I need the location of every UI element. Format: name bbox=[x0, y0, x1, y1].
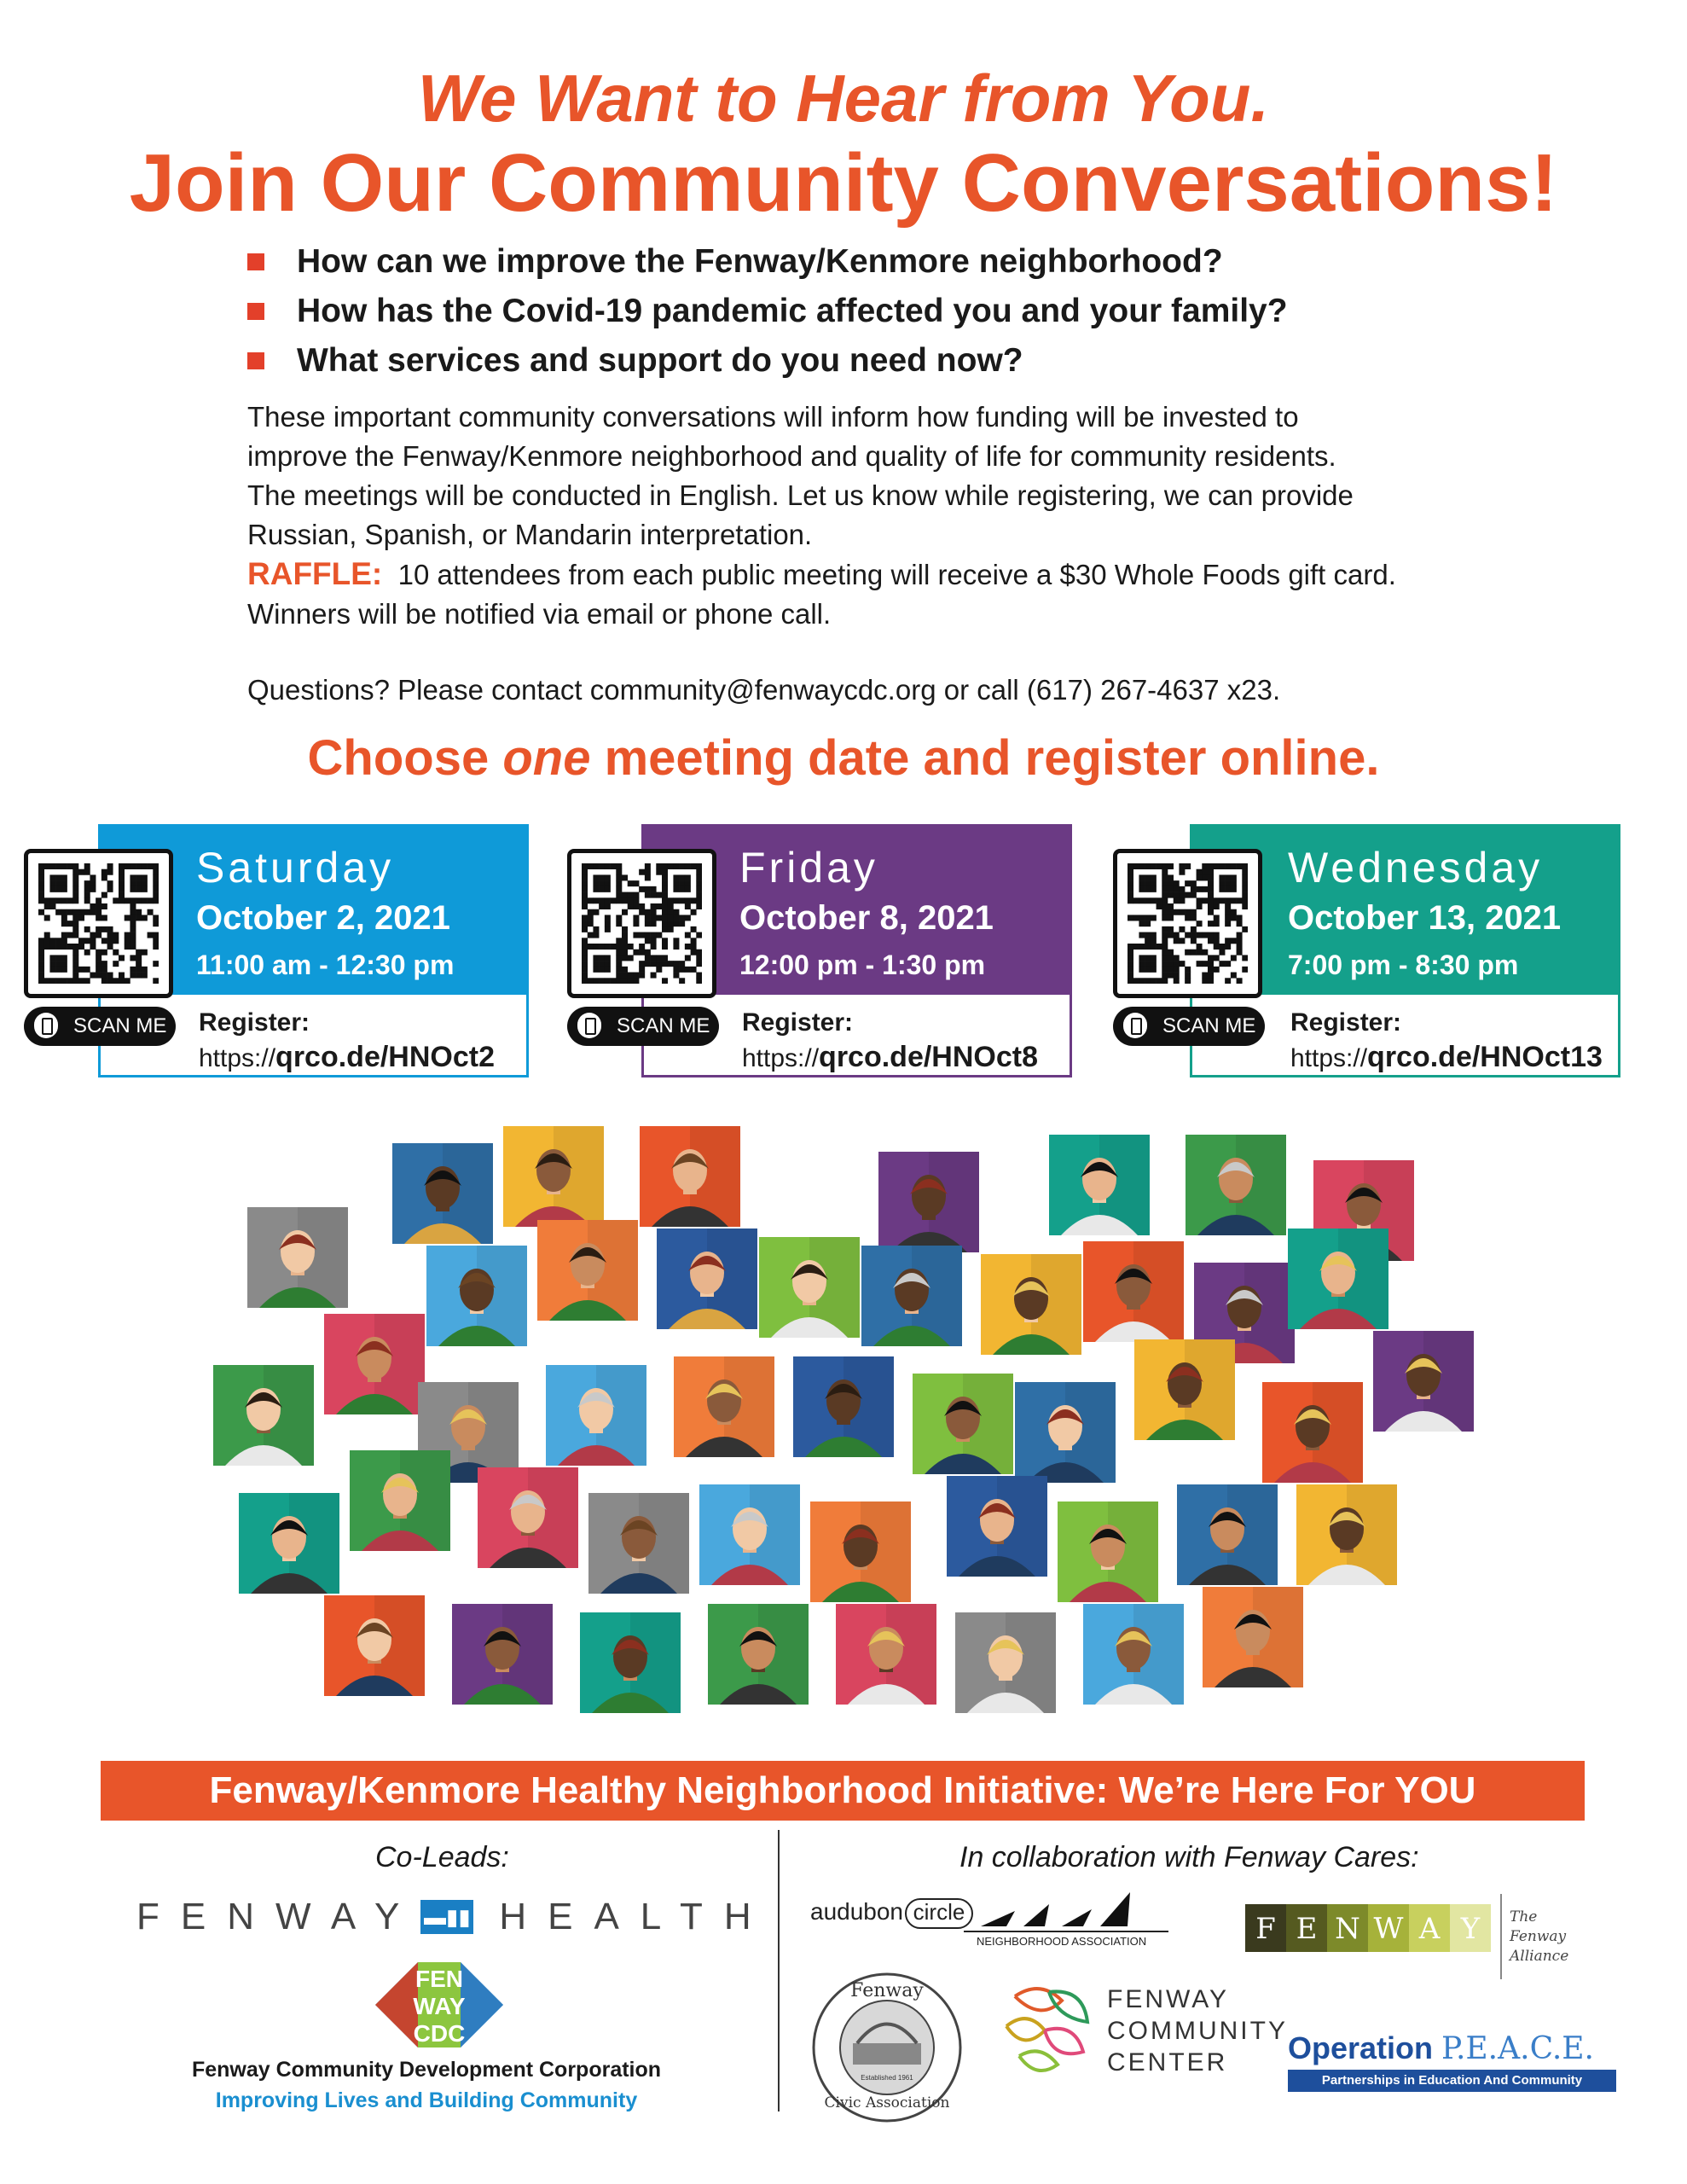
question-text: How can we improve the Fenway/Kenmore neighborhood? bbox=[297, 243, 1223, 280]
person-portrait-icon bbox=[239, 1493, 339, 1594]
person-portrait-icon bbox=[1058, 1502, 1158, 1602]
raffle-section bbox=[247, 555, 1493, 634]
meeting-day: Saturday bbox=[196, 844, 395, 892]
intro-line: These important community conversations will inform how funding will be invested to bbox=[247, 401, 1299, 433]
person-portrait-icon bbox=[1134, 1339, 1235, 1440]
cdc-logo-line: FEN bbox=[415, 1966, 463, 1992]
civic-top: Fenway bbox=[850, 1980, 924, 2001]
fenway-health-left: FENWAY bbox=[136, 1896, 421, 1937]
initiative-banner: Fenway/Kenmore Healthy Neighborhood Initiative: We’re Here For YOU bbox=[101, 1761, 1585, 1821]
fcc-line: FENWAY bbox=[1107, 1985, 1229, 2013]
contact-text: Questions? Please contact community@fenwaycdc.org or call (617) 267-4637 x23. bbox=[247, 674, 1281, 706]
person-portrait-icon bbox=[1373, 1331, 1474, 1432]
person-portrait-icon bbox=[955, 1612, 1056, 1713]
person-portrait-icon bbox=[324, 1595, 425, 1696]
choose-emphasis: one bbox=[502, 730, 591, 786]
alliance-letter: E bbox=[1296, 1912, 1318, 1946]
intro-paragraph bbox=[247, 398, 1493, 555]
cdc-logo-line: WAY bbox=[413, 1993, 466, 2019]
person-portrait-icon bbox=[1015, 1382, 1116, 1483]
alliance-letter: F bbox=[1255, 1912, 1276, 1946]
person-portrait-icon bbox=[947, 1476, 1047, 1577]
person-portrait-icon bbox=[674, 1356, 774, 1457]
meeting-time: 7:00 pm - 8:30 pm bbox=[1288, 950, 1519, 980]
coleads-label: Co-Leads: bbox=[375, 1841, 509, 1873]
fenway-alliance-logo bbox=[1245, 1890, 1586, 1984]
meeting-date: October 8, 2021 bbox=[739, 899, 994, 937]
person-portrait-icon bbox=[810, 1502, 911, 1602]
phone-icon bbox=[577, 1013, 601, 1038]
person-portrait-icon bbox=[836, 1604, 936, 1705]
meeting-day: Wednesday bbox=[1288, 844, 1544, 892]
civic-established: Established 1961 bbox=[861, 2074, 913, 2082]
fenway-cdc-logo bbox=[341, 1958, 537, 2052]
person-portrait-icon bbox=[708, 1604, 809, 1705]
collaboration-label: In collaboration with Fenway Cares: bbox=[959, 1841, 1419, 1873]
audubon-word: audubon bbox=[810, 1898, 904, 1925]
phone-icon bbox=[1123, 1013, 1147, 1038]
cdc-name: Fenway Community Development Corporation bbox=[191, 2058, 662, 2082]
meeting-date: October 2, 2021 bbox=[196, 899, 450, 937]
person-portrait-icon bbox=[1049, 1135, 1150, 1235]
meeting-day: Friday bbox=[739, 844, 878, 892]
footer-divider bbox=[778, 1830, 780, 2111]
audubon-sub: NEIGHBORHOOD ASSOCIATION bbox=[977, 1935, 1147, 1948]
peace-word: Operation bbox=[1288, 2030, 1434, 2065]
person-portrait-icon bbox=[213, 1365, 314, 1466]
civic-bottom: Civic Association bbox=[824, 2094, 950, 2111]
question-text: What services and support do you need now? bbox=[297, 342, 1023, 379]
birds-icon bbox=[981, 1892, 1130, 1926]
register-link[interactable]: https://qrco.de/HNOct13 bbox=[1290, 1041, 1603, 1073]
fenway-health-mark-icon: ▬▮▮ bbox=[420, 1900, 473, 1934]
raffle-text: 10 attendees from each public meeting will receive a $30 Whole Foods gift card. bbox=[397, 559, 1396, 590]
headline-tagline: We Want to Hear from You. bbox=[417, 61, 1270, 136]
person-portrait-icon bbox=[537, 1220, 638, 1321]
person-portrait-icon bbox=[426, 1246, 527, 1346]
alliance-letter: W bbox=[1373, 1912, 1404, 1946]
operation-peace-logo bbox=[1288, 2030, 1616, 2110]
qr-code-icon[interactable] bbox=[567, 849, 716, 998]
register-label: Register: bbox=[742, 1008, 854, 1037]
meeting-date: October 13, 2021 bbox=[1288, 899, 1562, 937]
cdc-logo-line: CDC bbox=[413, 2020, 466, 2047]
cdc-tagline: Improving Lives and Building Community bbox=[215, 2088, 638, 2112]
fenway-health-logo bbox=[136, 1896, 773, 1938]
qr-code-icon[interactable] bbox=[1113, 849, 1262, 998]
person-portrait-icon bbox=[1296, 1484, 1397, 1585]
raffle-text-2: Winners will be notified via email or phone call. bbox=[247, 598, 832, 630]
qr-code-icon[interactable] bbox=[24, 849, 173, 998]
intro-line: improve the Fenway/Kenmore neighborhood and quality of life for community residents. bbox=[247, 440, 1336, 472]
person-portrait-icon bbox=[913, 1374, 1013, 1474]
square-bullet-icon bbox=[247, 303, 264, 320]
person-portrait-icon bbox=[392, 1143, 493, 1244]
scan-me-badge: SCAN ME bbox=[567, 1007, 719, 1046]
person-portrait-icon bbox=[699, 1484, 800, 1585]
meeting-time: 12:00 pm - 1:30 pm bbox=[739, 950, 986, 980]
person-portrait-icon bbox=[1083, 1604, 1184, 1705]
list-item bbox=[247, 237, 1288, 287]
person-portrait-icon bbox=[503, 1126, 604, 1227]
circle-word: circle bbox=[913, 1899, 965, 1925]
person-portrait-icon bbox=[478, 1467, 578, 1568]
alliance-sub: The bbox=[1510, 1908, 1538, 1926]
register-label: Register: bbox=[199, 1008, 310, 1037]
person-portrait-icon bbox=[452, 1604, 553, 1705]
person-portrait-icon bbox=[1288, 1228, 1388, 1329]
peace-acronym: P.E.A.C.E. bbox=[1441, 2031, 1594, 2066]
person-portrait-icon bbox=[1203, 1587, 1303, 1687]
register-link[interactable]: https://qrco.de/HNOct2 bbox=[199, 1041, 495, 1073]
alliance-sub: Fenway bbox=[1510, 1928, 1567, 1945]
person-portrait-icon bbox=[1186, 1135, 1286, 1235]
fcc-line: CENTER bbox=[1107, 2048, 1228, 2077]
fcc-wordmark bbox=[1107, 1984, 1288, 2078]
people-collage-illustration bbox=[196, 1126, 1493, 1723]
fenway-civic-association-seal bbox=[810, 1971, 964, 2124]
alliance-letter: Y bbox=[1460, 1912, 1481, 1946]
person-portrait-icon bbox=[861, 1246, 962, 1346]
person-portrait-icon bbox=[1083, 1241, 1184, 1342]
list-item bbox=[247, 336, 1288, 386]
person-portrait-icon bbox=[793, 1356, 894, 1457]
person-portrait-icon bbox=[588, 1493, 689, 1594]
square-bullet-icon bbox=[247, 352, 264, 369]
audubon-circle-logo bbox=[810, 1885, 1177, 1949]
fenway-health-right: HEALTH bbox=[499, 1896, 773, 1937]
person-portrait-icon bbox=[324, 1314, 425, 1414]
raffle-label: RAFFLE: bbox=[247, 556, 383, 591]
meeting-time: 11:00 am - 12:30 pm bbox=[196, 950, 455, 980]
question-text: How has the Covid-19 pandemic affected you and your family? bbox=[297, 293, 1288, 329]
intro-line: Russian, Spanish, or Mandarin interpretation. bbox=[247, 519, 813, 550]
fcc-line: COMMUNITY bbox=[1107, 2017, 1288, 2045]
scan-me-badge: SCAN ME bbox=[1113, 1007, 1265, 1046]
question-list bbox=[247, 237, 1288, 386]
person-portrait-icon bbox=[350, 1450, 450, 1551]
person-portrait-icon bbox=[1262, 1382, 1363, 1483]
person-portrait-icon bbox=[580, 1612, 681, 1713]
square-bullet-icon bbox=[247, 253, 264, 270]
choose-heading bbox=[0, 729, 1687, 787]
alliance-sub: Alliance bbox=[1510, 1948, 1569, 1965]
register-link[interactable]: https://qrco.de/HNOct8 bbox=[742, 1041, 1038, 1073]
person-portrait-icon bbox=[657, 1228, 757, 1329]
peace-subtitle: Partnerships in Education And Community Enrichment bbox=[1288, 2070, 1616, 2092]
person-portrait-icon bbox=[546, 1365, 646, 1466]
person-portrait-icon bbox=[640, 1126, 740, 1227]
person-portrait-icon bbox=[981, 1254, 1081, 1355]
scan-me-badge: SCAN ME bbox=[24, 1007, 176, 1046]
person-portrait-icon bbox=[878, 1152, 979, 1252]
choose-post: meeting date and register online. bbox=[604, 730, 1380, 786]
headline-title: Join Our Community Conversations! bbox=[129, 137, 1558, 229]
register-label: Register: bbox=[1290, 1008, 1402, 1037]
person-portrait-icon bbox=[1177, 1484, 1278, 1585]
alliance-letter: N bbox=[1335, 1912, 1360, 1946]
phone-icon bbox=[34, 1013, 58, 1038]
person-portrait-icon bbox=[759, 1237, 860, 1338]
person-portrait-icon bbox=[247, 1207, 348, 1308]
choose-pre: Choose bbox=[307, 730, 490, 786]
list-item bbox=[247, 287, 1288, 336]
alliance-letter: A bbox=[1418, 1912, 1441, 1946]
fenway-community-center-logo-icon bbox=[989, 1979, 1100, 2082]
intro-line: The meetings will be conducted in English. Let us know while registering, we can provide bbox=[247, 479, 1354, 511]
